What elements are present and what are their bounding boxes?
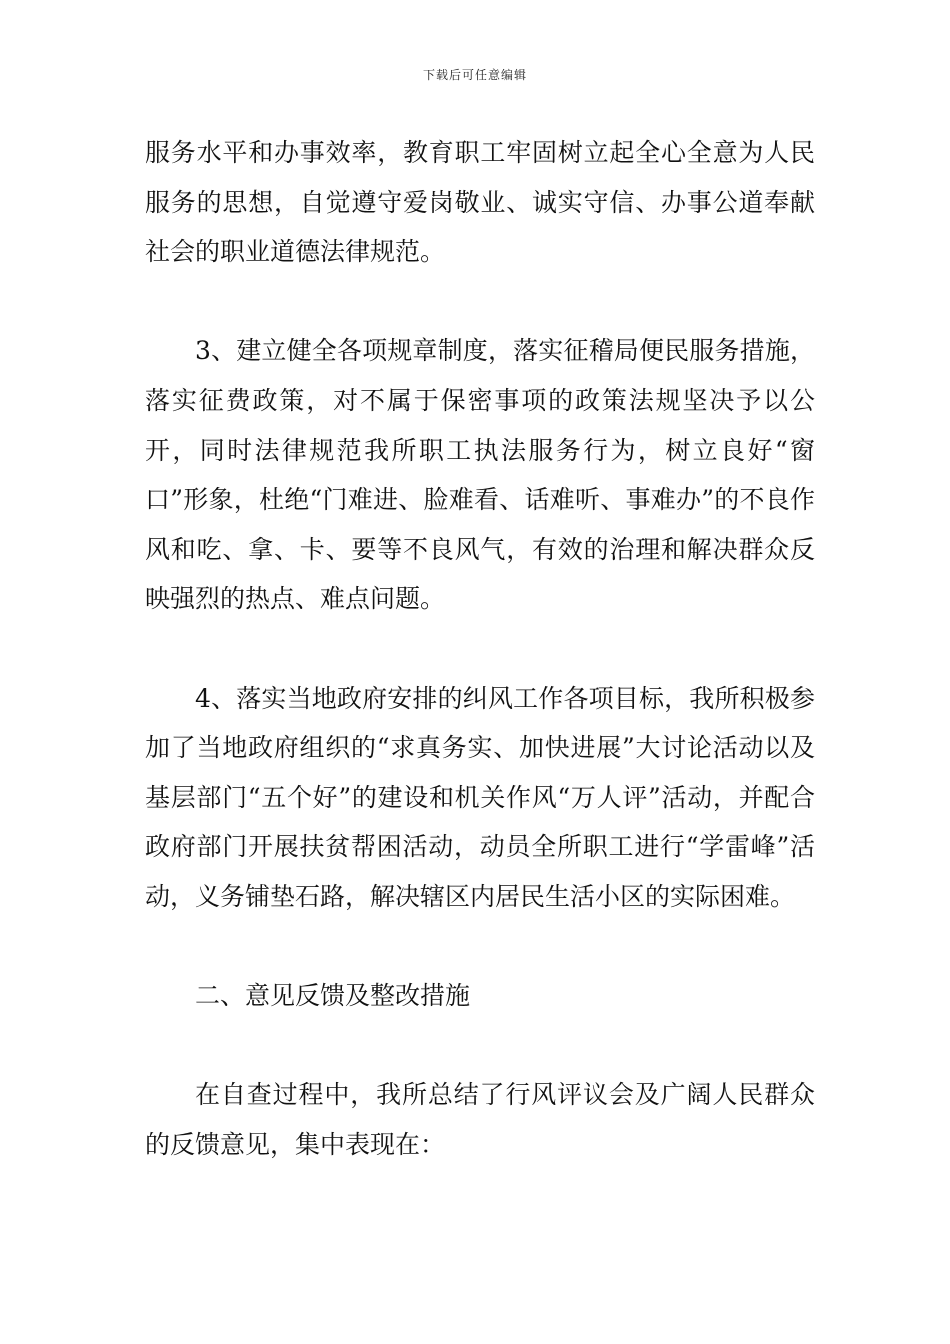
paragraph-gap (145, 1021, 815, 1071)
paragraph-feedback: 在自查过程中，我所总结了行风评议会及广阔人民群众的反馈意见，集中表现在： (145, 1080, 815, 1159)
paragraph-item-3: 3、建立健全各项规章制度，落实征稽局便民服务措施，落实征费政策，对不属于保密事项的政策法规坚决予以公开，同时法律规范我所职工执法服务行为，树立良好“窗口”形象，杜绝“门难进、脸难看、话难听、事难办”的不良作风和吃、拿、卡、要等不良风气，有效的治理和解决群众反映强烈的热点、难点问题。 (145, 336, 815, 614)
header-note: 下载后可任意编辑 (422, 68, 527, 82)
paragraph-gap (145, 277, 815, 327)
paragraph-gap (145, 624, 815, 674)
section-heading: 二、意见反馈及整改措施 (195, 981, 471, 1011)
document-body (145, 128, 815, 1169)
paragraph-continuation: 服务水平和办事效率，教育职工牢固树立起全心全意为人民服务的思想，自觉遵守爱岗敬业、诚实守信、办事公道奉献社会的职业道德法律规范。 (145, 138, 815, 267)
paragraph-gap (145, 922, 815, 972)
paragraph-item-4: 4、落实当地政府安排的纠风工作各项目标，我所积极参加了当地政府组织的“求真务实、加快进展”大讨论活动以及基层部门“五个好”的建设和机关作风“万人评”活动，并配合政府部门开展扶贫帮困活动，动员全所职工进行“学雷峰”活动，义务铺垫石路，解决辖区内居民生活小区的实际困难。 (145, 683, 815, 911)
